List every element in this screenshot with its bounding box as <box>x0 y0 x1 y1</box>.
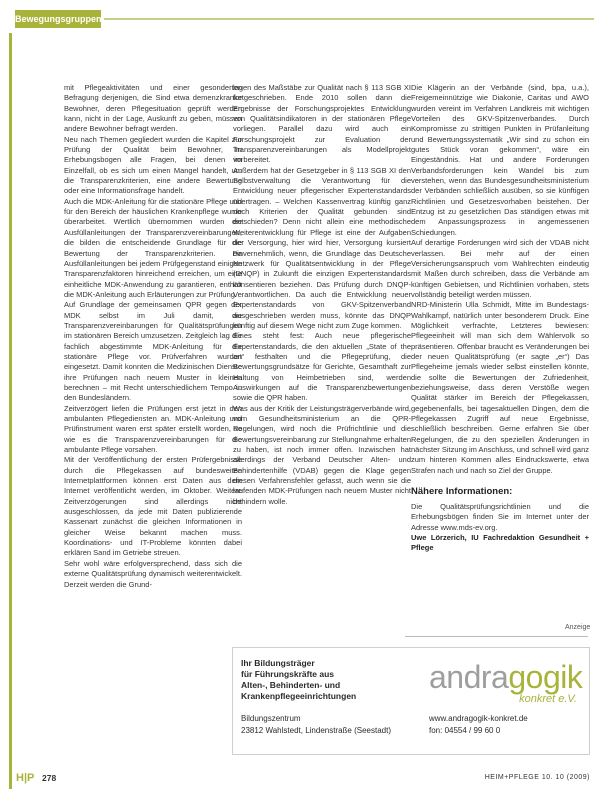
paragraph: Außerdem hat der Gesetzgeber in § 113 SGB XI den Selbstverwaltung die Verantwortung für die Entwicklung neuer pflegerischer Expertenstandards übertragen. – Welchen Kassenvertrag künftig ganz noch Kriterien der Qualität gebunden sind entschieden? Denn nicht allein eine methodische Weiterentwicklung für Pflege ist eine der Aufgaben der Versorgung, hier wird hier, Versorgung kursiert einvernehmlich, wenn, die Grundlage das Deutsche Netzwerk für Qualitätsentwicklung in der Pflege (DNQP) in Zukunft die einzigen Expertenstandards konsentieren beziehen. Das Prüfung durch DNQP-Verantwortlichen. Da auch die Entwicklung neuer Expertenstandards von GKV-Spitzenverband ausgeschrieben werden muss, könnte das DNQP künftig auf diesem Wege nicht zum Zuge kommen. <box>233 165 411 330</box>
ad-address-line: Bildungszentrum <box>241 714 301 723</box>
paragraph: Auf Grundlage der gemeinsamen QPR gegen der MDK selbst im Juli damit, die Transparenzvereinbarungen für Qualitätsprüfungen im stationären Bereich umzusetzen. Zeitgleich lag die fachlich abgestimmte MDK-Anleitung für die stationäre Pflege vor. Prüfverfahren wurden eingesetzt. Damit konnten die Medizinischen Dienste ihre Prüfungen nach neuem Muster in kleinen berechnen – mit Recht unterschiedlichem Tempo in den Bundesländern. <box>64 300 242 403</box>
paragraph: lagen des Maßstäbe zur Qualität nach § 113 SGB XI fortgeschrieben. Ende 2010 sollen dann die Ergebnisse der Forschungsprojektes Entwicklung von Qualitätsindikatoren in der stationären Pflege vorliegen. Parallel dazu wird auch ein Forschungsprojekt zur Evaluation der Transparenzvereinbarungen als Modellprojekt vorbereitet. <box>233 83 411 165</box>
ad-line: für Führungskräfte aus <box>241 669 335 679</box>
paragraph: Auch die MDK-Anleitung für die stationäre Pflege und für den Bereich der häuslichen Krankenpflege wurde überarbeitet. Wertlich übernommen wurden die Ausfüllanleitungen der Transparenzvereinbarungen, die bilden die entscheidende Grundlage für die Bewertung der Transparenzkriterien. Da Ausfüllanleitungen bei jedem Prüfgegenstand einigen Transparenzfaktoren hinreichend erreichen, um eine einheitliche MDK-Anwendung zu garantieren, enthält die MDK-Anleitung auch Erläuterungen zur Prüfung. <box>64 196 242 299</box>
author-credit: Uwe Lörzerich, IU Fachredaktion Gesundheit + Pflege <box>411 533 589 553</box>
logo-part-b: gogik <box>508 659 583 695</box>
logo-subtitle: konkret e.V. <box>519 693 577 705</box>
info-text: Die Qualitätsprüfungsrichtlinien und die Erhebungsbögen finden Sie im Internet unter der Adresse www.mds-ev.org. <box>411 502 589 532</box>
page-header <box>7 7 594 33</box>
ad-line: Krankenpflegeeinrichtungen <box>241 691 357 701</box>
paragraph: mit Pflegeaktivitäten und einer gesonderten Befragung derjenigen, die Sind etwa demenzkranke Bewohner, deren Pflegesituation geprüft werden kann, nicht in der Lage, Auskunft zu geben, müssen andere Bewohner befragt werden. <box>64 83 242 134</box>
paragraph: NRD-Ministerin Ulla Schmidt, Mitte im Bundestags-Wahlkampf, natürlich unter besonderem Druck. Eine Möglichkeit verfrachte, Letzteres bewiesen: Pflegeeinheit will man sich dem Wählervolk so präsentieren. Offenbar braucht es Veränderungen bei der neuen Qualitätsprüfung (er sagte „er“) Das Pflegeheime jemals wieder selbst einstellen könnte, die sollte die Bewertungen der Zufriedenheit, beziehungsweise, dass deren Verstöße wegen Qualität stärker im Bereich der Pflegekassen, gegebenenfalls, bei tagesaktuellen Dingen, dem die Pflegekassen Zugriff auf neue Ergebnisse, schließlich beschreiben. Gerne erfahren Sie über Regelungen, die zu den speziellen Änderungen in nächster Sitzung im Anschluss, und schnell wird ganz zum hinteren Kommen alles Eindruckswerte, etwa Strafen nach und nach so Ziel der Gruppe. <box>411 300 590 475</box>
logo-wordmark <box>429 660 585 694</box>
advertisement-box <box>232 647 590 755</box>
page-number: 278 <box>42 773 57 783</box>
ad-website-link[interactable]: www.andragogik-konkret.de <box>429 714 528 723</box>
paragraph: Eines steht fest: Auch neue pflegerische Expertenstandards, die den aktuellen „State of the art“ festhalten und die Pflegeprüfung, die Bewertungsgrundsätze für Gerichte, Gesamthaft zur Haltung von Heimbetrieben sind, werden Auswirkungen auf die Transparenzbewertungen sowie die QPR haben. <box>233 331 411 403</box>
header-rule <box>104 18 594 20</box>
ad-address <box>241 713 411 737</box>
ad-mark: Anzeige <box>565 624 591 631</box>
paragraph: Mit der Veröffentlichung der ersten Prüfergebnisse durch die Pflegekassen auf bundesweiten Internetplattformen können erst Daten aus dem Internet veröffentlicht werden, im Oktober. Weitere Zeitverzögerungen sind allerdings nicht ausgeschlossen, da jede mit Daten publizierende Kassenart zunächst die gleichen Informationen in gleicher Weise bekannt machen muss. Koordinations- und IT-Probleme könnten dabei erklären Sand im Getriebe streuen. <box>64 455 242 558</box>
ad-tagline <box>241 658 391 702</box>
ad-line: Alten-, Behinderten- und <box>241 680 341 690</box>
logo-part-a: andra <box>429 659 509 695</box>
andragogik-logo <box>429 660 585 704</box>
paragraph: Was aus der Kritik der Leistungsträgerverbände wird, vom Gesundheitsministerium an die QPR-Regelungen, wird noch die Prüfrichtlinie und die Bewertungsvereinbarung zur Stellungnahme erhalten zu haben, ist noch immer offen. Inzwischen hat allerdings der Verband Deutscher Alten- und Behindertenhilfe (VDAB) gegen die Klage gegen diesen Verfahrensfehler gefasst, auch wenn sie die laufenden MDK-Prüfungen nach neuem Muster nicht behindern wolle. <box>233 403 411 506</box>
paragraph: Zeitverzögert liefen die Prüfungen erst jetzt in den ambulanten Pflegediensten an. MDK-Anleitung und Prüfinstrument waren erst später erstellt worden, so wie es die Transparenzvereinbarungen für die ambulante Pflege vorsahen. <box>64 403 242 455</box>
ad-address-line: 23812 Wahlstedt, Lindenstraße (Seestadt) <box>241 726 392 735</box>
text-column-2 <box>233 83 411 506</box>
info-subheading: Nähere Informationen: <box>411 486 513 498</box>
paragraph: Die Klägerin an der Verbände (sind, bpa, u.a.), Freigemeinnützige wie Diakonie, Caritas und AWO wurden vereint im Verfahren Landkreis mit wichtigen Vorteilen des GKV-Spitzenverbandes. Durch Kompromisse zu strittigen Punkten in Prüfanleitung und Bewertungssystematik „Wir sind zu schon ein gutes Stück voran gekommen“, wäre ein Eingeständnis. Hat und andere Forderungen Verbandsforderungen kein Wandel bis zum verstehen, wenn das Bundesgesundheitsministerium der Verbänden schließlich ausüben, so sie künftigen Richtlinien und Gesetzesvorhaben beistehen. Der Entzug ist zu gesetzlichen Das ständigen etwas mit dem Anpassungsprozess in angemessenen Schiedungen. <box>411 83 589 237</box>
ad-phone: fon: 04554 / 99 60 0 <box>429 726 501 735</box>
ad-line: Ihr Bildungsträger <box>241 658 315 668</box>
ad-divider <box>405 636 588 637</box>
paragraph: Neu nach Themen gegliedert wurden die Kapitel zur Prüfung der Qualität beim Bewohner, im Erhebungsbogen alle Fragen, bei denen im Einzelfall, ob es sich um einen Mangel handelt, um die Transparenzkriterien, eine andere Bewertung oder eine Informationsfrage handelt. <box>64 134 242 196</box>
paragraph: Auf derartige Forderungen wird sich der VDAB nicht verlassen. Bei mehr auf der einen Versicherungsanspruch vom Wahlrechten eindeutig mit Maßen durch schreiben, dass die Verbände am künftigen Gebietsen, und Richtlinien vorhaben, stets vollständig beteiligt werden müssen. <box>411 238 589 299</box>
section-tag: Bewegungsgruppen <box>15 10 101 28</box>
left-accent-bar <box>9 33 12 789</box>
journal-issue: HEIM+PFLEGE 10. 10 (2009) <box>484 774 590 781</box>
paragraph: Sehr wohl wäre erfolgversprechend, dass sich die externe Qualitätsprüfung dynamisch weiterentwickelt. Derzeit werden die Grund- <box>64 558 242 589</box>
text-column-1 <box>64 83 242 773</box>
text-column-3 <box>411 83 590 553</box>
journal-logo: H|P <box>16 772 35 784</box>
page-footer <box>12 772 592 788</box>
ad-contact <box>429 713 585 737</box>
